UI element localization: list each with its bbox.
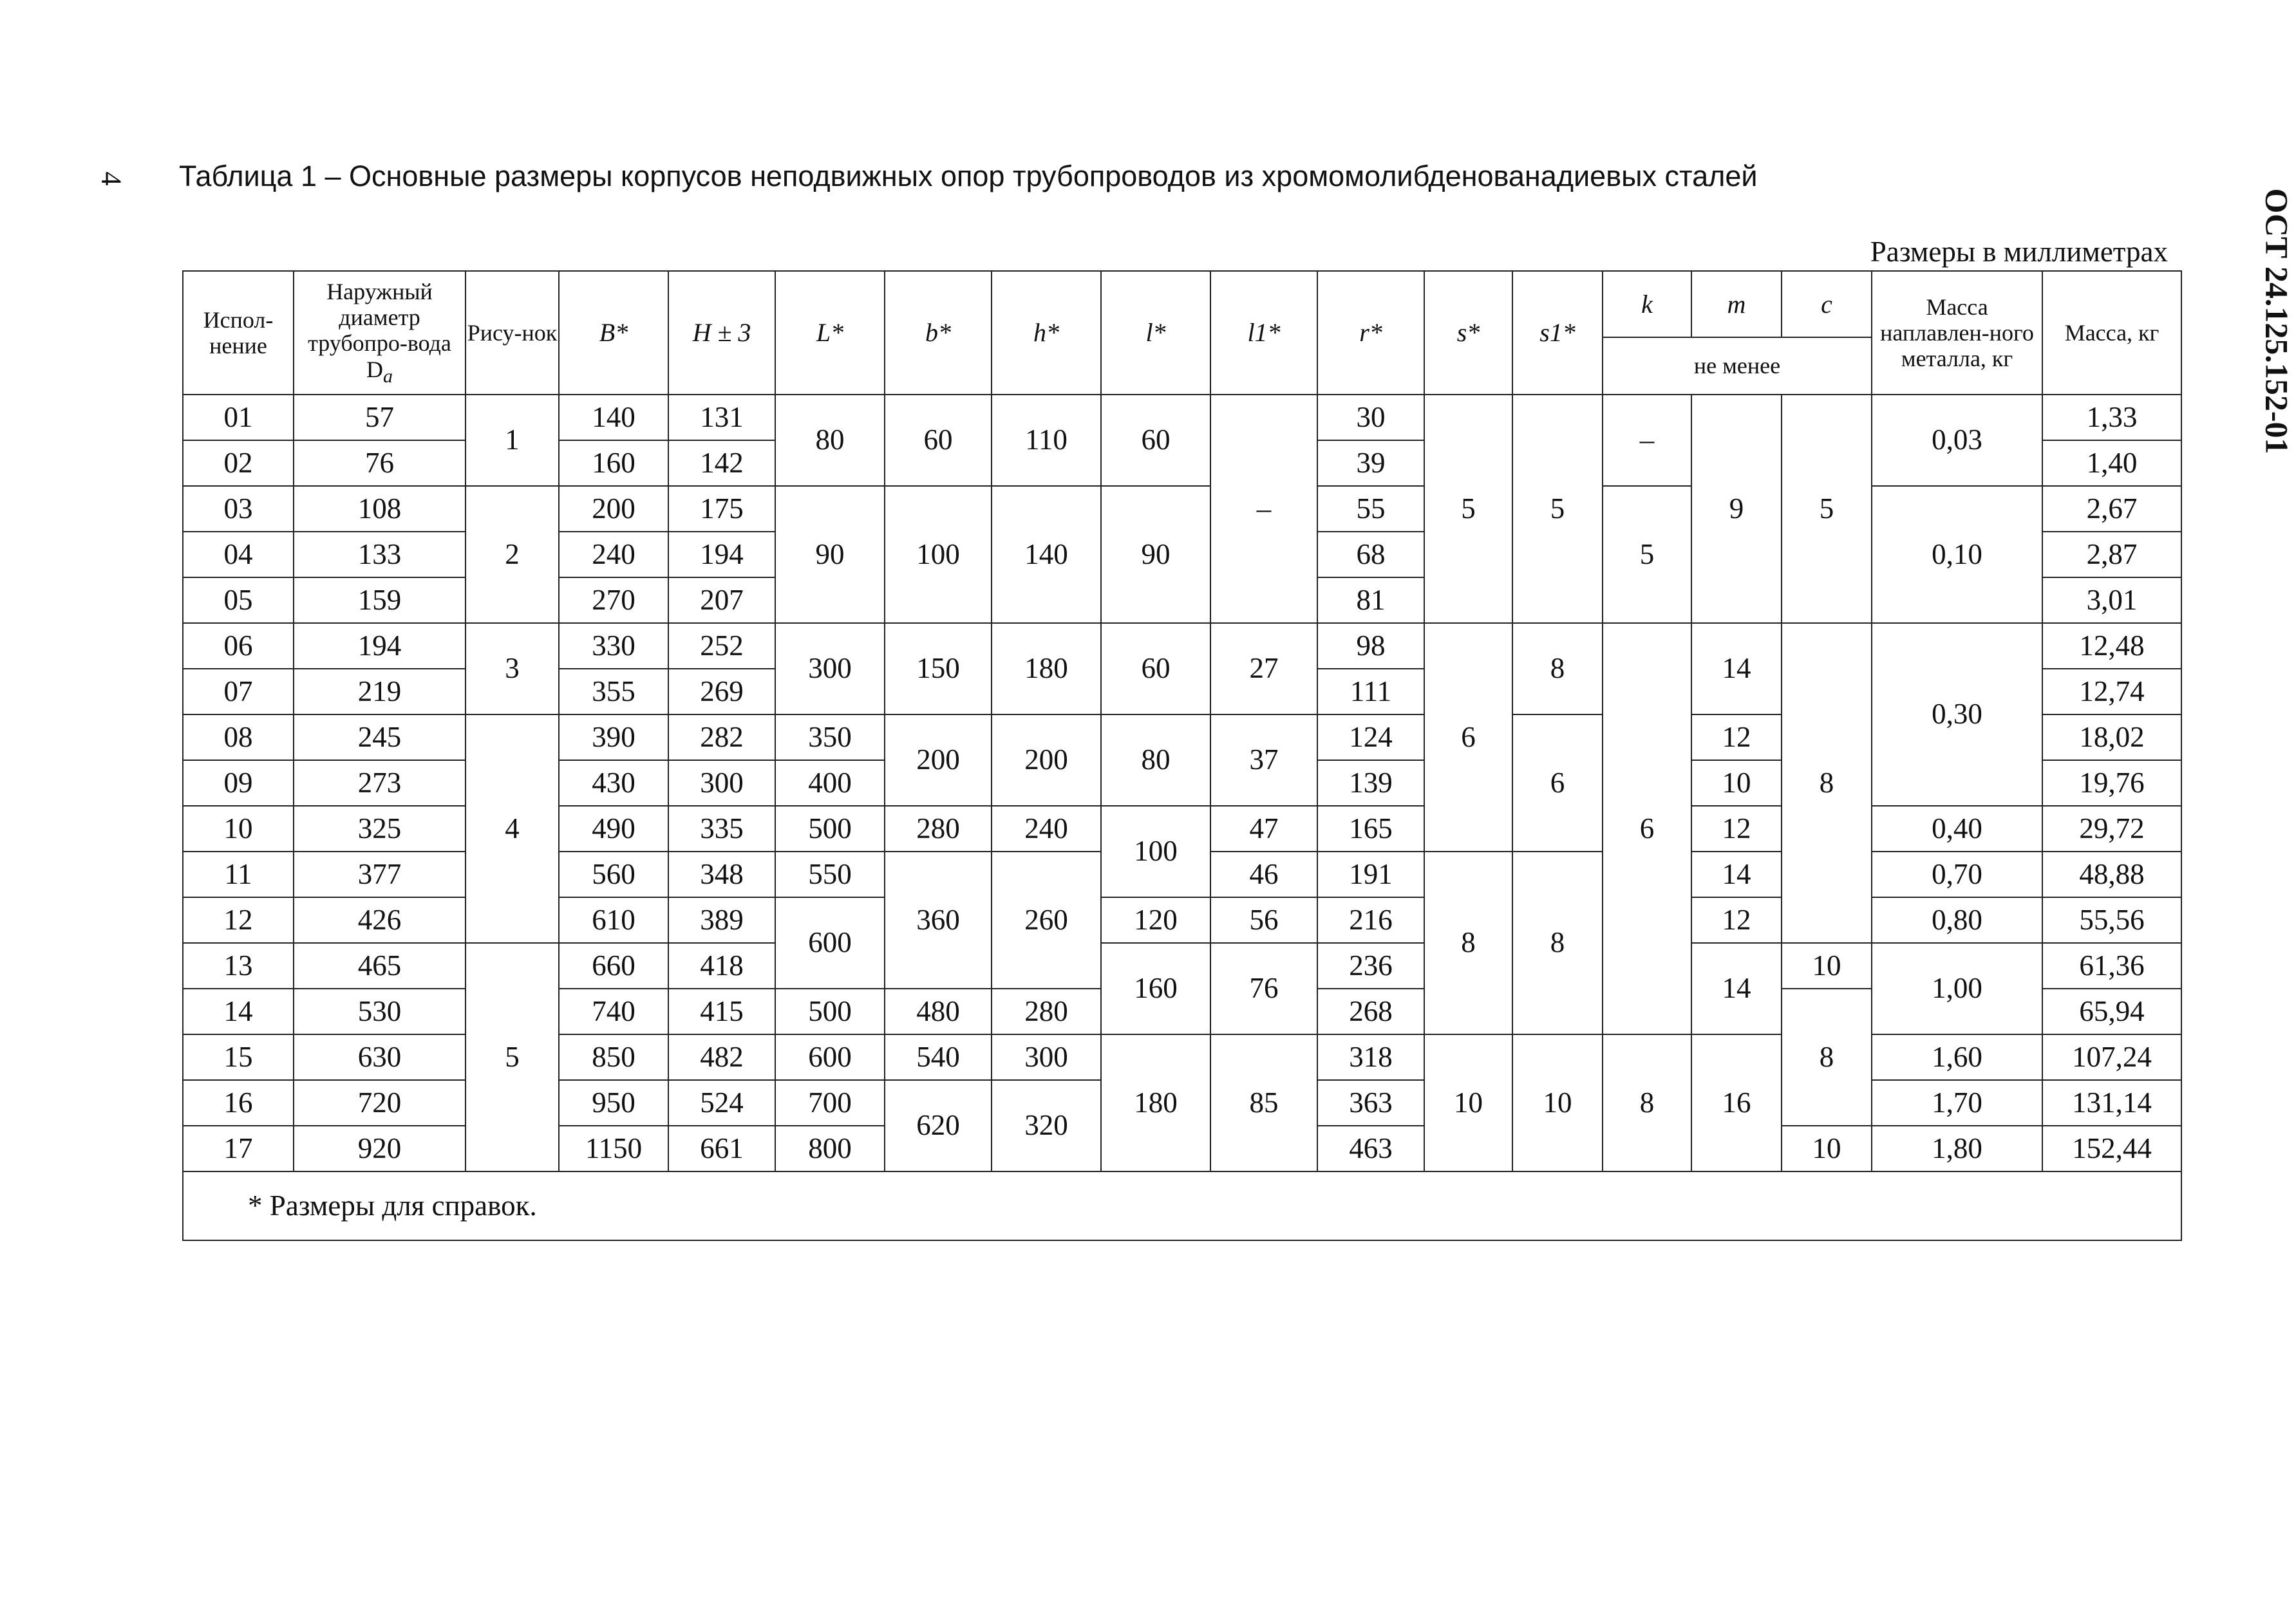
cell-l1: 56 bbox=[1210, 897, 1317, 943]
cell-exec: 02 bbox=[183, 440, 294, 486]
cell-weld-mass: 1,70 bbox=[1872, 1080, 2042, 1126]
cell-r: 268 bbox=[1317, 989, 1424, 1034]
cell-exec: 11 bbox=[183, 852, 294, 897]
cell-h: 200 bbox=[992, 714, 1101, 806]
cell-k: – bbox=[1603, 395, 1691, 486]
cell-diameter: 720 bbox=[294, 1080, 466, 1126]
cell-B: 850 bbox=[559, 1034, 668, 1080]
col-header-not-less: не менее bbox=[1603, 337, 1872, 395]
cell-b: 60 bbox=[885, 395, 992, 486]
cell-l: 80 bbox=[1101, 714, 1210, 806]
cell-m: 12 bbox=[1691, 714, 1782, 760]
cell-L: 600 bbox=[775, 897, 885, 989]
cell-diameter: 76 bbox=[294, 440, 466, 486]
cell-H: 524 bbox=[668, 1080, 775, 1126]
cell-weld-mass: 0,03 bbox=[1872, 395, 2042, 486]
document-code: ОСТ 24.125.152-01 bbox=[2259, 188, 2295, 454]
cell-b: 540 bbox=[885, 1034, 992, 1080]
cell-L: 350 bbox=[775, 714, 885, 760]
cell-s: 6 bbox=[1424, 623, 1512, 852]
cell-H: 415 bbox=[668, 989, 775, 1034]
cell-L: 90 bbox=[775, 486, 885, 623]
table-title: Таблица 1 – Основные размеры корпусов неподвижных опор трубопроводов из хромомолибденованадиевых сталей bbox=[179, 160, 1758, 192]
cell-exec: 01 bbox=[183, 395, 294, 440]
cell-b: 480 bbox=[885, 989, 992, 1034]
cell-r: 39 bbox=[1317, 440, 1424, 486]
cell-m: 14 bbox=[1691, 623, 1782, 714]
cell-H: 418 bbox=[668, 943, 775, 989]
cell-L: 500 bbox=[775, 989, 885, 1034]
cell-weld-mass: 0,70 bbox=[1872, 852, 2042, 897]
cell-h: 320 bbox=[992, 1080, 1101, 1171]
cell-h: 140 bbox=[992, 486, 1101, 623]
cell-mass: 12,48 bbox=[2042, 623, 2181, 669]
cell-c: 10 bbox=[1782, 1126, 1872, 1171]
cell-b: 100 bbox=[885, 486, 992, 623]
cell-r: 165 bbox=[1317, 806, 1424, 852]
cell-diameter: 159 bbox=[294, 577, 466, 623]
cell-r: 363 bbox=[1317, 1080, 1424, 1126]
cell-r: 236 bbox=[1317, 943, 1424, 989]
cell-r: 191 bbox=[1317, 852, 1424, 897]
cell-exec: 06 bbox=[183, 623, 294, 669]
cell-B: 740 bbox=[559, 989, 668, 1034]
cell-diameter: 465 bbox=[294, 943, 466, 989]
cell-H: 269 bbox=[668, 669, 775, 714]
cell-diameter: 245 bbox=[294, 714, 466, 760]
cell-m: 12 bbox=[1691, 897, 1782, 943]
cell-mass: 2,67 bbox=[2042, 486, 2181, 532]
col-header-diameter: Наружный диаметр трубопро-вода $D_a$ bbox=[294, 271, 466, 395]
cell-H: 194 bbox=[668, 532, 775, 577]
col-header-k: k bbox=[1603, 271, 1691, 337]
cell-l1: 46 bbox=[1210, 852, 1317, 897]
footnote: * Размеры для справок. bbox=[183, 1171, 2181, 1240]
table-row bbox=[183, 486, 2181, 532]
cell-H: 482 bbox=[668, 1034, 775, 1080]
cell-exec: 13 bbox=[183, 943, 294, 989]
cell-l: 180 bbox=[1101, 1034, 1210, 1171]
cell-exec: 09 bbox=[183, 760, 294, 806]
cell-B: 430 bbox=[559, 760, 668, 806]
cell-c: 8 bbox=[1782, 623, 1872, 943]
cell-B: 490 bbox=[559, 806, 668, 852]
cell-m: 16 bbox=[1691, 1034, 1782, 1171]
col-header-weld-mass: Масса наплавлен-ного металла, кг bbox=[1872, 271, 2042, 395]
cell-b: 150 bbox=[885, 623, 992, 714]
cell-L: 550 bbox=[775, 852, 885, 897]
cell-H: 252 bbox=[668, 623, 775, 669]
cell-H: 207 bbox=[668, 577, 775, 623]
cell-H: 131 bbox=[668, 395, 775, 440]
cell-exec: 17 bbox=[183, 1126, 294, 1171]
col-header-c: c bbox=[1782, 271, 1872, 337]
cell-mass: 48,88 bbox=[2042, 852, 2181, 897]
cell-s1: 6 bbox=[1512, 714, 1603, 852]
cell-exec: 15 bbox=[183, 1034, 294, 1080]
cell-L: 600 bbox=[775, 1034, 885, 1080]
cell-H: 282 bbox=[668, 714, 775, 760]
header-row-1 bbox=[183, 271, 2181, 337]
cell-diameter: 273 bbox=[294, 760, 466, 806]
units-caption: Размеры в миллиметрах bbox=[1870, 236, 2168, 268]
cell-r: 98 bbox=[1317, 623, 1424, 669]
cell-l: 120 bbox=[1101, 897, 1210, 943]
cell-exec: 10 bbox=[183, 806, 294, 852]
cell-diameter: 530 bbox=[294, 989, 466, 1034]
cell-exec: 07 bbox=[183, 669, 294, 714]
cell-weld-mass: 0,80 bbox=[1872, 897, 2042, 943]
cell-mass: 18,02 bbox=[2042, 714, 2181, 760]
cell-diameter: 377 bbox=[294, 852, 466, 897]
cell-mass: 61,36 bbox=[2042, 943, 2181, 989]
cell-k: 6 bbox=[1603, 623, 1691, 1034]
cell-figure: 2 bbox=[466, 486, 559, 623]
cell-exec: 05 bbox=[183, 577, 294, 623]
cell-b: 360 bbox=[885, 852, 992, 989]
col-header-L: L* bbox=[775, 271, 885, 395]
cell-B: 660 bbox=[559, 943, 668, 989]
cell-figure: 4 bbox=[466, 714, 559, 943]
cell-L: 80 bbox=[775, 395, 885, 486]
cell-L: 800 bbox=[775, 1126, 885, 1171]
cell-B: 330 bbox=[559, 623, 668, 669]
cell-b: 620 bbox=[885, 1080, 992, 1171]
cell-diameter: 630 bbox=[294, 1034, 466, 1080]
cell-L: 300 bbox=[775, 623, 885, 714]
cell-H: 142 bbox=[668, 440, 775, 486]
cell-B: 1150 bbox=[559, 1126, 668, 1171]
cell-H: 348 bbox=[668, 852, 775, 897]
col-header-figure: Рису-нок bbox=[466, 271, 559, 395]
col-header-B: B* bbox=[559, 271, 668, 395]
cell-mass: 19,76 bbox=[2042, 760, 2181, 806]
cell-s: 5 bbox=[1424, 395, 1512, 623]
cell-weld-mass: 0,10 bbox=[1872, 486, 2042, 623]
cell-s1: 10 bbox=[1512, 1034, 1603, 1171]
cell-mass: 12,74 bbox=[2042, 669, 2181, 714]
col-header-mass: Масса, кг bbox=[2042, 271, 2181, 395]
cell-s1: 8 bbox=[1512, 852, 1603, 1034]
col-header-l1: l1* bbox=[1210, 271, 1317, 395]
cell-c: 5 bbox=[1782, 395, 1872, 623]
cell-l1: 37 bbox=[1210, 714, 1317, 806]
cell-H: 661 bbox=[668, 1126, 775, 1171]
cell-L: 700 bbox=[775, 1080, 885, 1126]
table-row bbox=[183, 623, 2181, 669]
cell-mass: 3,01 bbox=[2042, 577, 2181, 623]
cell-exec: 04 bbox=[183, 532, 294, 577]
cell-B: 390 bbox=[559, 714, 668, 760]
cell-figure: 1 bbox=[466, 395, 559, 486]
cell-diameter: 325 bbox=[294, 806, 466, 852]
cell-mass: 1,40 bbox=[2042, 440, 2181, 486]
cell-mass: 65,94 bbox=[2042, 989, 2181, 1034]
cell-r: 318 bbox=[1317, 1034, 1424, 1080]
cell-exec: 14 bbox=[183, 989, 294, 1034]
col-header-H: H ± 3 bbox=[668, 271, 775, 395]
cell-r: 463 bbox=[1317, 1126, 1424, 1171]
page-number: 4 bbox=[95, 171, 127, 186]
cell-h: 300 bbox=[992, 1034, 1101, 1080]
col-header-l: l* bbox=[1101, 271, 1210, 395]
cell-h: 260 bbox=[992, 852, 1101, 989]
col-header-s1: s1* bbox=[1512, 271, 1603, 395]
cell-weld-mass: 0,40 bbox=[1872, 806, 2042, 852]
cell-l1: 85 bbox=[1210, 1034, 1317, 1171]
cell-s: 8 bbox=[1424, 852, 1512, 1034]
cell-mass: 152,44 bbox=[2042, 1126, 2181, 1171]
cell-B: 240 bbox=[559, 532, 668, 577]
table-row bbox=[183, 395, 2181, 440]
cell-b: 200 bbox=[885, 714, 992, 806]
cell-weld-mass: 1,80 bbox=[1872, 1126, 2042, 1171]
cell-h: 110 bbox=[992, 395, 1101, 486]
cell-exec: 08 bbox=[183, 714, 294, 760]
cell-mass: 131,14 bbox=[2042, 1080, 2181, 1126]
cell-H: 335 bbox=[668, 806, 775, 852]
cell-B: 560 bbox=[559, 852, 668, 897]
cell-s1: 8 bbox=[1512, 623, 1603, 714]
cell-L: 500 bbox=[775, 806, 885, 852]
cell-H: 389 bbox=[668, 897, 775, 943]
cell-mass: 55,56 bbox=[2042, 897, 2181, 943]
cell-m: 9 bbox=[1691, 395, 1782, 623]
cell-diameter: 133 bbox=[294, 532, 466, 577]
cell-B: 270 bbox=[559, 577, 668, 623]
cell-diameter: 57 bbox=[294, 395, 466, 440]
cell-r: 124 bbox=[1317, 714, 1424, 760]
cell-exec: 16 bbox=[183, 1080, 294, 1126]
cell-c: 10 bbox=[1782, 943, 1872, 989]
cell-B: 140 bbox=[559, 395, 668, 440]
cell-m: 10 bbox=[1691, 760, 1782, 806]
col-header-r: r* bbox=[1317, 271, 1424, 395]
cell-m: 12 bbox=[1691, 806, 1782, 852]
table-row bbox=[183, 943, 2181, 989]
cell-l: 60 bbox=[1101, 395, 1210, 486]
cell-l: 100 bbox=[1101, 806, 1210, 897]
cell-B: 950 bbox=[559, 1080, 668, 1126]
cell-l: 160 bbox=[1101, 943, 1210, 1034]
cell-weld-mass: 1,60 bbox=[1872, 1034, 2042, 1080]
cell-b: 280 bbox=[885, 806, 992, 852]
cell-L: 400 bbox=[775, 760, 885, 806]
cell-k: 5 bbox=[1603, 486, 1691, 623]
cell-B: 355 bbox=[559, 669, 668, 714]
cell-H: 300 bbox=[668, 760, 775, 806]
cell-l1: 47 bbox=[1210, 806, 1317, 852]
cell-c: 8 bbox=[1782, 989, 1872, 1126]
cell-exec: 03 bbox=[183, 486, 294, 532]
cell-mass: 2,87 bbox=[2042, 532, 2181, 577]
cell-r: 30 bbox=[1317, 395, 1424, 440]
cell-r: 55 bbox=[1317, 486, 1424, 532]
cell-s1: 5 bbox=[1512, 395, 1603, 623]
cell-r: 68 bbox=[1317, 532, 1424, 577]
cell-mass: 1,33 bbox=[2042, 395, 2181, 440]
cell-figure: 5 bbox=[466, 943, 559, 1171]
cell-m: 14 bbox=[1691, 943, 1782, 1034]
cell-r: 139 bbox=[1317, 760, 1424, 806]
cell-l1: 76 bbox=[1210, 943, 1317, 1034]
footnote-row bbox=[183, 1171, 2181, 1240]
cell-l1: 27 bbox=[1210, 623, 1317, 714]
cell-r: 81 bbox=[1317, 577, 1424, 623]
cell-diameter: 219 bbox=[294, 669, 466, 714]
cell-m: 14 bbox=[1691, 852, 1782, 897]
cell-diameter: 108 bbox=[294, 486, 466, 532]
dimensions-table bbox=[182, 270, 2182, 1241]
cell-weld-mass: 1,00 bbox=[1872, 943, 2042, 1034]
cell-diameter: 426 bbox=[294, 897, 466, 943]
cell-B: 160 bbox=[559, 440, 668, 486]
cell-diameter: 920 bbox=[294, 1126, 466, 1171]
cell-k: 8 bbox=[1603, 1034, 1691, 1171]
cell-l1: – bbox=[1210, 395, 1317, 623]
cell-l: 90 bbox=[1101, 486, 1210, 623]
cell-weld-mass: 0,30 bbox=[1872, 623, 2042, 806]
col-header-execution: Испол-нение bbox=[183, 271, 294, 395]
cell-diameter: 194 bbox=[294, 623, 466, 669]
cell-l: 60 bbox=[1101, 623, 1210, 714]
cell-B: 610 bbox=[559, 897, 668, 943]
cell-h: 180 bbox=[992, 623, 1101, 714]
cell-r: 111 bbox=[1317, 669, 1424, 714]
cell-B: 200 bbox=[559, 486, 668, 532]
cell-exec: 12 bbox=[183, 897, 294, 943]
cell-mass: 107,24 bbox=[2042, 1034, 2181, 1080]
cell-h: 280 bbox=[992, 989, 1101, 1034]
cell-s: 10 bbox=[1424, 1034, 1512, 1171]
col-header-b: b* bbox=[885, 271, 992, 395]
col-header-m: m bbox=[1691, 271, 1782, 337]
cell-mass: 29,72 bbox=[2042, 806, 2181, 852]
col-header-s: s* bbox=[1424, 271, 1512, 395]
col-header-h: h* bbox=[992, 271, 1101, 395]
cell-H: 175 bbox=[668, 486, 775, 532]
cell-h: 240 bbox=[992, 806, 1101, 852]
cell-figure: 3 bbox=[466, 623, 559, 714]
cell-r: 216 bbox=[1317, 897, 1424, 943]
